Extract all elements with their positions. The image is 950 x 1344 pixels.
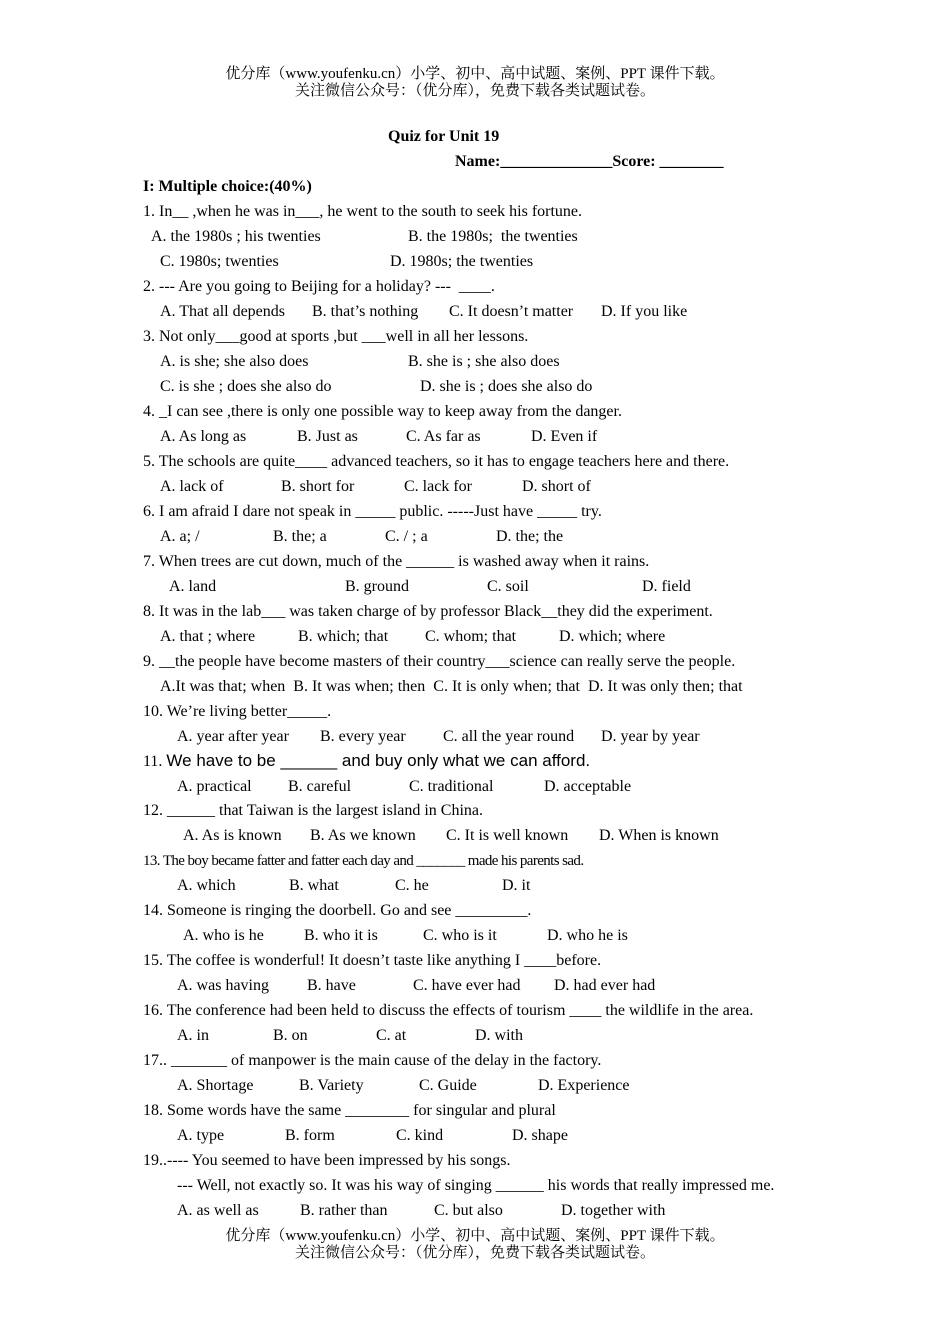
question-12-option-d: D. When is known	[599, 827, 719, 844]
question-18-option-d: D. shape	[512, 1127, 568, 1144]
question-10-option-d: D. year by year	[601, 728, 700, 745]
question-15-stem: 15. The coffee is wonderful! It doesn’t taste like anything I ____before.	[143, 952, 602, 969]
question-10-option-b: B. every year	[320, 728, 406, 745]
question-6-option-b: B. the; a	[273, 528, 327, 545]
question-6-stem: 6. I am afraid I dare not speak in _____ public. -----Just have _____ try.	[143, 503, 602, 520]
question-4-option-a: A. As long as	[160, 428, 247, 445]
question-8-option-a: A. that ; where	[160, 628, 256, 645]
header-line-2: 关注微信公众号：（优分库），免费下载各类试题试卷。	[294, 83, 655, 99]
question-17-option-b: B. Variety	[299, 1077, 364, 1094]
question-15-option-b: B. have	[307, 977, 356, 994]
question-18-stem: 18. Some words have the same ________ for singular and plural	[143, 1102, 556, 1119]
question-13-option-d: D. it	[502, 877, 531, 894]
question-17-option-d: D. Experience	[538, 1077, 630, 1094]
question-3-option-a: A. is she; she also does	[160, 353, 309, 370]
question-15-option-c: C. have ever had	[413, 977, 521, 994]
name-score-line: Name:______________Score: ________	[455, 153, 724, 170]
question-3-option-b: B. she is ; she also does	[408, 353, 560, 370]
question-16-option-b: B. on	[273, 1027, 308, 1044]
question-11-option-b: B. careful	[288, 778, 352, 795]
question-16-option-a: A. in	[177, 1027, 209, 1044]
question-14-option-a: A. who is he	[183, 927, 264, 944]
question-19-option-b: B. rather than	[300, 1202, 388, 1219]
question-14-option-d: D. who he is	[547, 927, 628, 944]
question-5-option-d: D. short of	[522, 478, 591, 495]
question-4-stem: 4. _I can see ,there is only one possible way to keep away from the danger.	[143, 403, 622, 420]
question-19-stem: 19..---- You seemed to have been impressed by his songs.	[143, 1152, 511, 1169]
question-18-option-b: B. form	[285, 1127, 335, 1144]
page-footer	[0, 1228, 950, 1262]
question-5-option-a: A. lack of	[160, 478, 224, 495]
question-12-option-a: A. As is known	[183, 827, 282, 844]
question-5-option-c: C. lack for	[404, 478, 472, 495]
question-18-option-a: A. type	[177, 1127, 225, 1144]
question-13-option-b: B. what	[289, 877, 339, 894]
question-9-options: A.It was that; when B. It was when; then C. It is only when; that D. It was only then; that	[160, 678, 743, 695]
question-14-stem: 14. Someone is ringing the doorbell. Go and see _________.	[143, 902, 532, 919]
question-3-stem: 3. Not only___good at sports ,but ___well in all her lessons.	[143, 328, 529, 345]
question-17-option-a: A. Shortage	[177, 1077, 254, 1094]
question-19-option-d: D. together with	[561, 1202, 666, 1219]
question-12-option-c: C. It is well known	[446, 827, 569, 844]
question-8-option-b: B. which; that	[298, 628, 389, 645]
question-8-stem: 8. It was in the lab___ was taken charge of by professor Black__they did the experiment.	[143, 603, 713, 620]
question-15-option-d: D. had ever had	[554, 977, 656, 994]
question-2-option-d: D. If you like	[601, 303, 688, 320]
question-16-stem: 16. The conference had been held to discuss the effects of tourism ____ the wildlife in the area.	[143, 1002, 754, 1019]
question-17-option-c: C. Guide	[419, 1077, 477, 1094]
section-heading: I: Multiple choice:(40%)	[143, 178, 312, 195]
question-11-option-a: A. practical	[177, 778, 252, 795]
question-12-stem: 12. ______ that Taiwan is the largest island in China.	[143, 802, 484, 819]
question-7-stem: 7. When trees are cut down, much of the ______ is washed away when it rains.	[143, 553, 650, 570]
question-19-stem-reply: --- Well, not exactly so. It was his way of singing ______ his words that really impressed me.	[177, 1177, 775, 1194]
question-2-option-c: C. It doesn’t matter	[449, 303, 574, 320]
question-2-option-b: B. that’s nothing	[312, 303, 419, 320]
question-6-option-d: D. the; the	[496, 528, 564, 545]
question-11-number: 11.	[143, 753, 167, 770]
question-10-option-a: A. year after year	[177, 728, 289, 745]
question-14-option-c: C. who is it	[423, 927, 497, 944]
question-6-option-a: A. a; /	[160, 528, 200, 545]
question-16-option-d: D. with	[475, 1027, 523, 1044]
question-2-stem: 2. --- Are you going to Beijing for a holiday? --- ____.	[143, 278, 495, 295]
question-2-option-a: A. That all depends	[160, 303, 286, 320]
question-7-option-d: D. field	[642, 578, 691, 595]
footer-line-1: 优分库（www.youfenku.cn）小学、初中、高中试题、案例、PPT 课件下载。	[225, 1228, 725, 1244]
question-1-option-d: D. 1980s; the twenties	[390, 253, 534, 270]
question-13-option-c: C. he	[395, 877, 429, 894]
question-11-text: We have to be ______ and buy only what we can afford.	[166, 751, 591, 770]
question-9-stem: 9. __the people have become masters of their country___science can really serve the people.	[143, 653, 736, 670]
question-4-option-c: C. As far as	[406, 428, 481, 445]
question-11-option-d: D. acceptable	[544, 778, 632, 795]
question-4-option-d: D. Even if	[531, 428, 598, 445]
question-5-option-b: B. short for	[281, 478, 355, 495]
question-5-stem: 5. The schools are quite____ advanced teachers, so it has to engage teachers here and there.	[143, 453, 730, 470]
question-4-option-b: B. Just as	[297, 428, 358, 445]
question-3-option-d: D. she is ; does she also do	[420, 378, 593, 395]
question-7-option-b: B. ground	[345, 578, 409, 595]
question-14-option-b: B. who it is	[304, 927, 378, 944]
question-8-option-d: D. which; where	[559, 628, 666, 645]
quiz-title: Quiz for Unit 19	[388, 128, 500, 145]
question-16-option-c: C. at	[376, 1027, 407, 1044]
question-1-option-a: A. the 1980s ; his twenties	[151, 228, 321, 245]
question-19-option-c: C. but also	[434, 1202, 503, 1219]
question-7-option-a: A. land	[169, 578, 217, 595]
question-17-stem: 17.. _______ of manpower is the main cause of the delay in the factory.	[143, 1052, 602, 1069]
question-15-option-a: A. was having	[177, 977, 269, 994]
question-10-stem: 10. We’re living better_____.	[143, 703, 332, 720]
question-10-option-c: C. all the year round	[443, 728, 575, 745]
question-12-option-b: B. As we known	[310, 827, 416, 844]
question-3-option-c: C. is she ; does she also do	[160, 378, 332, 395]
question-13-option-a: A. which	[177, 877, 236, 894]
footer-line-2: 关注微信公众号：（优分库），免费下载各类试题试卷。	[294, 1245, 655, 1261]
question-18-option-c: C. kind	[396, 1127, 444, 1144]
question-11-option-c: C. traditional	[409, 778, 494, 795]
question-13-stem: 13. The boy became fatter and fatter each day and _______ made his parents sad.	[143, 853, 584, 869]
header-line-1: 优分库（www.youfenku.cn）小学、初中、高中试题、案例、PPT 课件下载。	[225, 66, 725, 82]
question-7-option-c: C. soil	[487, 578, 529, 595]
question-1-stem: 1. In__ ,when he was in___, he went to the south to seek his fortune.	[143, 203, 583, 220]
question-8-option-c: C. whom; that	[425, 628, 517, 645]
question-11-stem	[143, 751, 590, 772]
question-6-option-c: C. / ; a	[385, 528, 428, 545]
question-1-option-c: C. 1980s; twenties	[160, 253, 279, 270]
question-19-option-a: A. as well as	[177, 1202, 259, 1219]
page-header	[0, 66, 950, 100]
question-1-option-b: B. the 1980s; the twenties	[408, 228, 578, 245]
